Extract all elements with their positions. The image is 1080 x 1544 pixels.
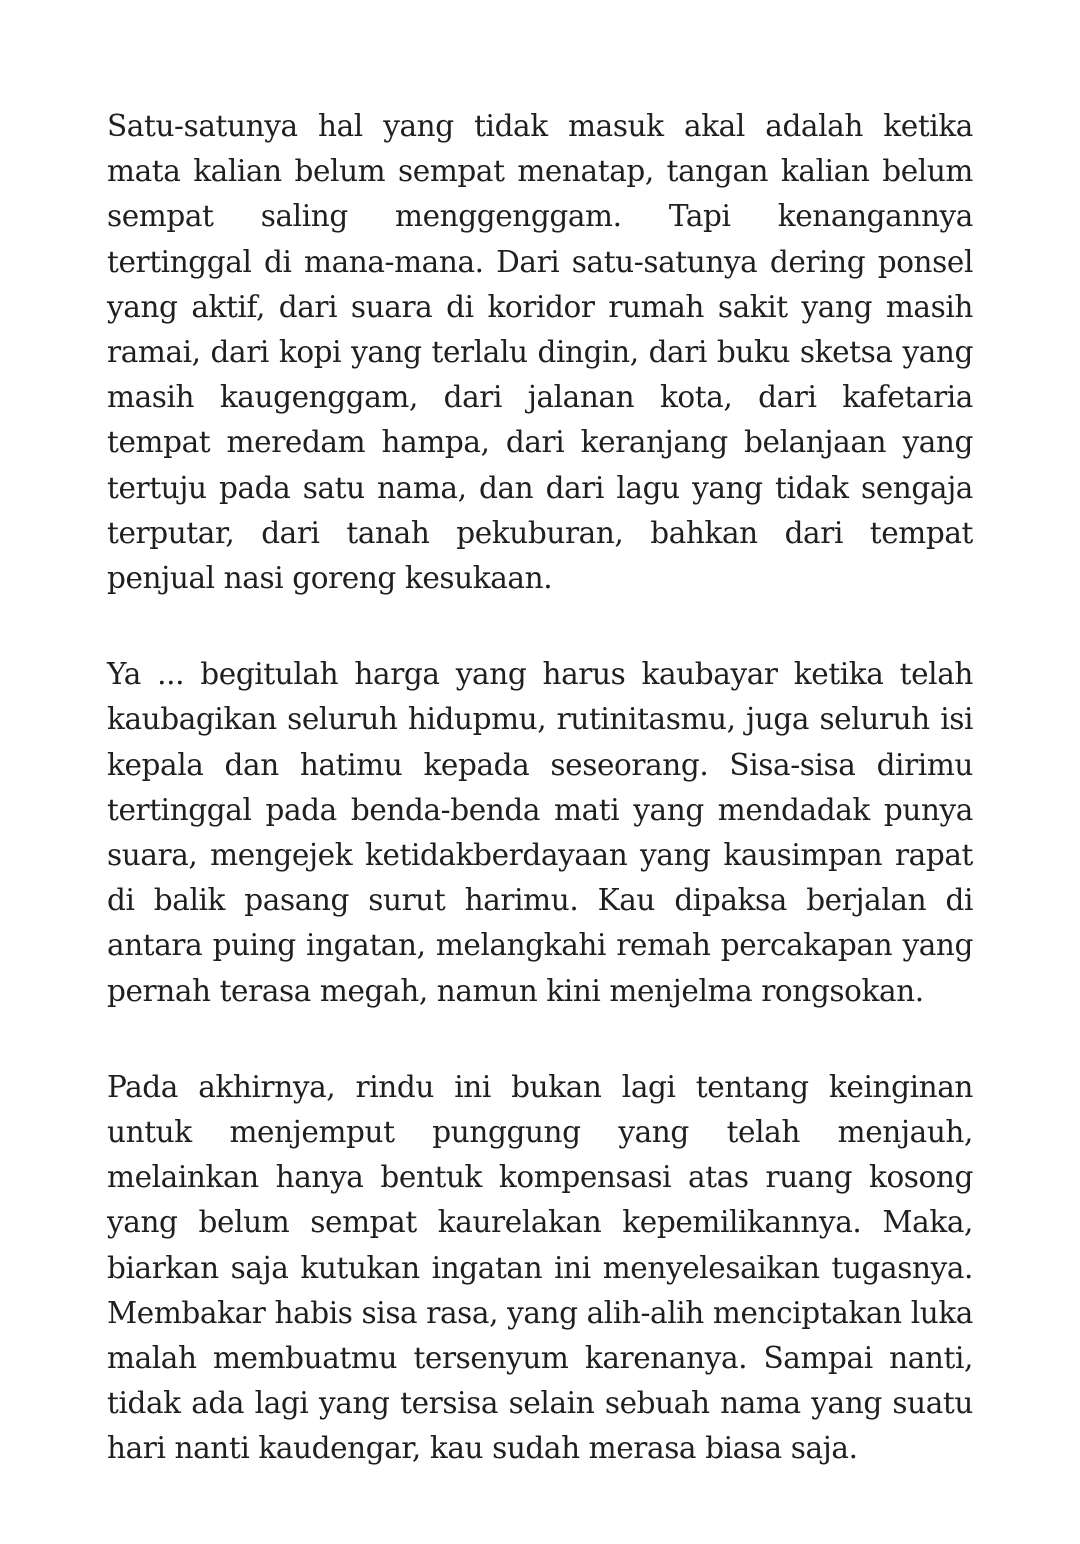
paragraph-1: Satu-satunya hal yang tidak masuk akal adalah ketika mata kalian belum sempat menatap, tangan kalian belum sempat saling menggenggam. Tapi kenangannya tertinggal di mana-mana. Dari satu-satunya dering ponsel yang aktif, dari suara di koridor rumah sakit yang masih ramai, dari kopi yang terlalu dingin, dari buku sketsa yang masih kaugenggam, dari jalanan kota, dari kafetaria tempat meredam hampa, dari keranjang belanjaan yang tertuju pada satu nama, dan dari lagu yang tidak sengaja terputar, dari tanah pekuburan, bahkan dari tempat penjual nasi goreng kesukaan. [107,109,973,596]
paragraph-2: Ya ... begitulah harga yang harus kaubayar ketika telah kaubagikan seluruh hidupmu, rutinitasmu, juga seluruh isi kepala dan hatimu kepada seseorang. Sisa-sisa dirimu tertinggal pada benda-benda mati yang mendadak punya suara, mengejek ketidakberdayaan yang kausimpan rapat di balik pasang surut harimu. Kau dipaksa berjalan di antara puing ingatan, melangkahi remah percakapan yang pernah terasa megah, namun kini menjelma rongsokan. [107,657,973,1008]
document-page [107,104,973,1472]
paragraph-3: Pada akhirnya, rindu ini bukan lagi tentang keinginan untuk menjemput punggung yang telah menjauh, melainkan hanya bentuk kompensasi atas ruang kosong yang belum sempat kaurelakan kepemilikannya. Maka, biarkan saja kutukan ingatan ini menyelesaikan tugasnya. Membakar habis sisa rasa, yang alih-alih menciptakan luka malah membuatmu tersenyum karenanya. Sampai nanti, tidak ada lagi yang tersisa selain sebuah nama yang suatu hari nanti kaudengar, kau sudah merasa biasa saja. [107,1069,973,1466]
